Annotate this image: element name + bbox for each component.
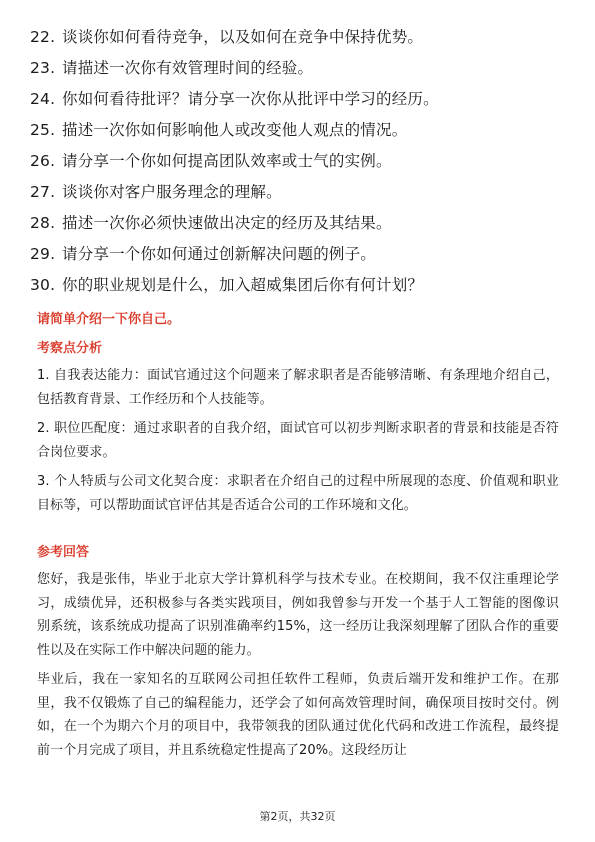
- analysis-point: 2. 职位匹配度：通过求职者的自我介绍，面试官可以初步判断求职者的背景和技能是否符合岗位要求。: [37, 421, 559, 460]
- question-text: 请分享一个你如何提高团队效率或士气的实例。: [62, 152, 392, 170]
- page-footer: 第2页，共32页: [259, 810, 336, 823]
- question-number: 29.: [30, 245, 56, 263]
- question-text: 描述一次你如何影响他人或改变他人观点的情况。: [62, 121, 408, 139]
- question-number: 22.: [30, 28, 56, 46]
- question-item: [30, 270, 570, 301]
- question-list: [30, 22, 570, 301]
- question-text: 你如何看待批评？请分享一次你从批评中学习的经历。: [62, 90, 439, 108]
- question-number: 23.: [30, 59, 56, 77]
- question-text: 谈谈你如何看待竞争，以及如何在竞争中保持优势。: [62, 28, 424, 46]
- question-text: 请分享一个你如何通过创新解决问题的例子。: [62, 245, 377, 263]
- question-item: [30, 177, 570, 208]
- question-number: 27.: [30, 183, 56, 201]
- analysis-point: 1. 自我表达能力：面试官通过这个问题来了解求职者是否能够清晰、有条理地介绍自己，包括教育背景、工作经历和个人技能等。: [37, 368, 559, 407]
- question-number: 30.: [30, 276, 56, 294]
- question-heading-section: [37, 311, 559, 329]
- question-item: [30, 115, 570, 146]
- reference-heading: 参考回答: [37, 545, 90, 560]
- question-number: 24.: [30, 90, 56, 108]
- analysis-point: 3. 个人特质与公司文化契合度：求职者在介绍自己的过程中所展现的态度、价值观和职业目标等，可以帮助面试官评估其是否适合公司的工作环境和文化。: [37, 474, 559, 513]
- question-text: 你的职业规划是什么，加入超威集团后你有何计划？: [62, 276, 424, 294]
- question-number: 28.: [30, 214, 56, 232]
- analysis-heading: 考察点分析: [37, 341, 103, 356]
- question-number: 26.: [30, 152, 56, 170]
- reference-section: [37, 544, 559, 762]
- question-text: 谈谈你对客户服务理念的理解。: [62, 183, 282, 201]
- question-number: 25.: [30, 121, 56, 139]
- question-item: [30, 53, 570, 84]
- question-item: [30, 146, 570, 177]
- question-text: 描述一次你必须快速做出决定的经历及其结果。: [62, 214, 392, 232]
- question-item: [30, 239, 570, 270]
- question-heading: 请简单介绍一下你自己。: [37, 312, 181, 327]
- question-item: [30, 208, 570, 239]
- question-text: 请描述一次你有效管理时间的经验。: [62, 59, 314, 77]
- analysis-section: [37, 340, 559, 517]
- reference-paragraph: 您好，我是张伟，毕业于北京大学计算机科学与技术专业。在校期间，我不仅注重理论学习，成绩优异，还积极参与各类实践项目，例如我曾参与开发一个基于人工智能的图像识别系统，该系统成功提高了识别准确率约15%，这一经历让我深刻理解了团队合作的重要性以及在实际工作中解决问题的能力。: [37, 572, 559, 658]
- question-item: [30, 84, 570, 115]
- reference-paragraph: 毕业后，我在一家知名的互联网公司担任软件工程师，负责后端开发和维护工作。在那里，我不仅锻炼了自己的编程能力，还学会了如何高效管理时间，确保项目按时交付。例如，在一个为期六个月的项目中，我带领我的团队通过优化代码和改进工作流程，最终提前一个月完成了项目，并且系统稳定性提高了20%。这段经历让: [37, 672, 559, 758]
- question-item: [30, 22, 570, 53]
